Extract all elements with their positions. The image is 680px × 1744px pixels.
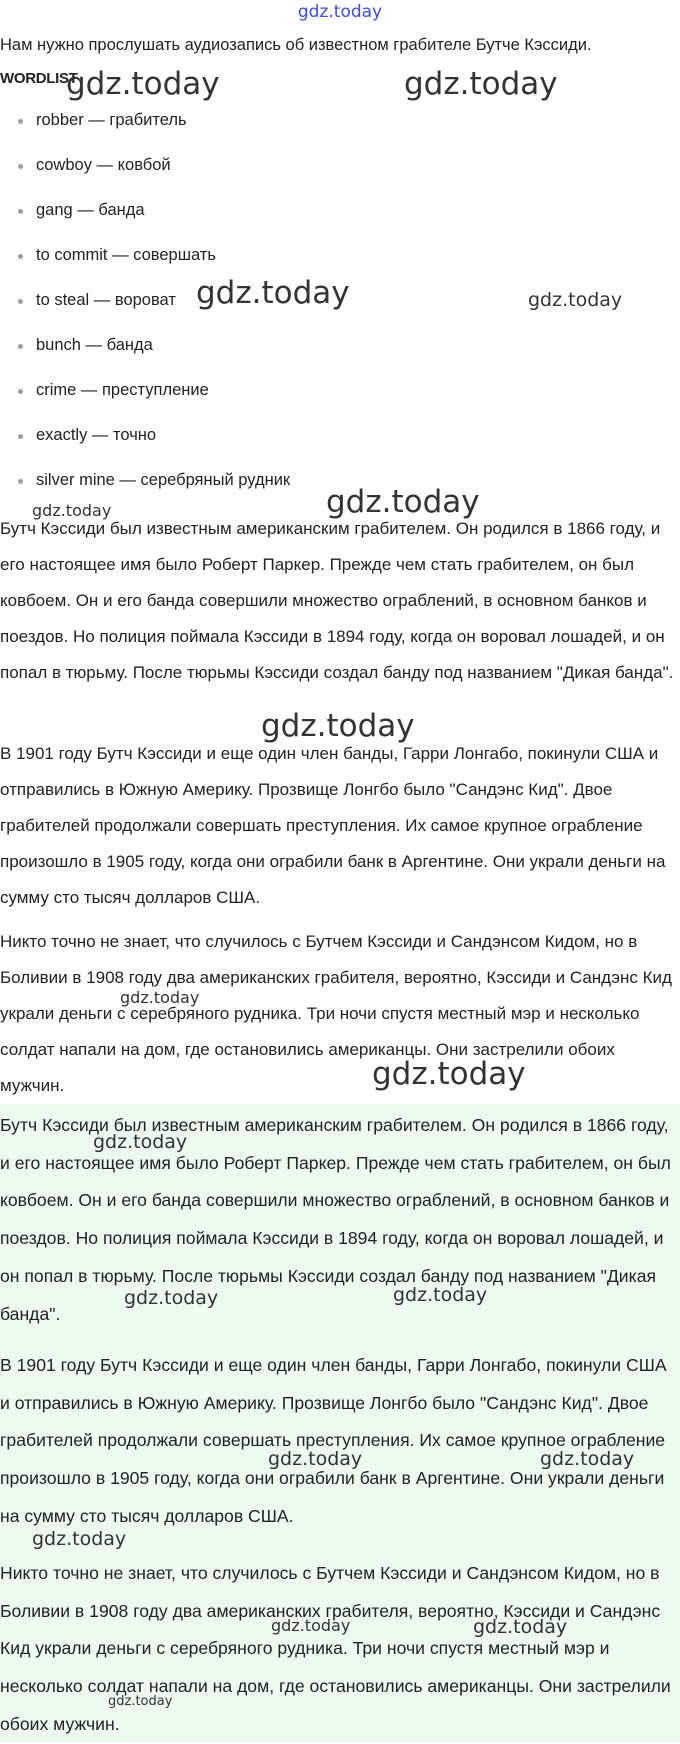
wordlist-item: gang — банда — [0, 199, 680, 244]
transcript-paragraph-3: Никто точно не знает, что случилось с Бутчем Кэссиди и Сандэнсом Кидом, но в Боливии в 1908 году два американских грабителя, вероятно, Кэссиди и Сандэнс Кид украли деньги с серебряного рудника. Три ночи спустя местный мэр и несколько солдат напали на дом, где остановились американцы. Они застрелили обоих мужчин. — [0, 932, 672, 1095]
intro-text: Нам нужно прослушать аудиозапись об известном грабителе Бутче Кэссиди. — [0, 36, 592, 54]
wordlist-item: bunch — банда — [0, 334, 680, 379]
watermark: gdz.today — [268, 1448, 363, 1470]
answer-paragraph-2: В 1901 году Бутч Кэссиди и еще один член банды, Гарри Лонгабо, покинули США и отправились в Южную Америку. Прозвище Лонгбо было "Сандэнс Кид". Двое грабителей продолжали совершать преступления. Их самое крупное ограбление произошло в 1905 году, когда они ограбили банк в Аргентине. Они украли деньги на сумму сто тысяч долларов США. — [0, 1355, 667, 1526]
wordlist-heading: WORDLIST — [0, 70, 78, 87]
wordlist-item: exactly — точно — [0, 424, 680, 469]
wordlist-item: to commit — совершать — [0, 244, 680, 289]
watermark: gdz.today — [540, 1448, 635, 1470]
watermark: gdz.today — [393, 1284, 488, 1306]
wordlist-item: to steal — вороват — [0, 289, 680, 334]
watermark: gdz.today — [326, 484, 480, 520]
watermark: gdz.today — [473, 1616, 568, 1638]
site-watermark: gdz.today — [297, 2, 383, 22]
wordlist-item: crime — преступление — [0, 379, 680, 424]
answer-paragraph-1: Бутч Кэссиди был известным американским грабителем. Он родился в 1866 году, и его настоящее имя было Роберт Паркер. Прежде чем стать грабителем, он был ковбоем. Он и его банда совершили множество ограблений, в основном банков и поездов. Но полиция поймала Кэссиди в 1894 году, когда он воровал лошадей, и он попал в тюрьму. После тюрьмы Кэссиди создал банду под названием "Дикая банда". — [0, 1115, 671, 1324]
watermark: gdz.today — [271, 1616, 351, 1635]
wordlist — [0, 109, 680, 514]
transcript-paragraph-2: В 1901 году Бутч Кэссиди и еще один член банды, Гарри Лонгабо, покинули США и отправились в Южную Америку. Прозвище Лонгбо было "Сандэнс Кид". Двое грабителей продолжали совершать преступления. Их самое крупное ограбление произошло в 1905 году, когда они ограбили банк в Аргентине. Они украли деньги на сумму сто тысяч долларов США. — [0, 744, 666, 907]
transcript-paragraph-1: Бутч Кэссиди был известным американским грабителем. Он родился в 1866 году, и его настоящее имя было Роберт Паркер. Прежде чем стать грабителем, он был ковбоем. Он и его банда совершили множество ограблений, в основном банков и поездов. Но полиция поймала Кэссиди в 1894 году, когда он воровал лошадей, и он попал в тюрьму. После тюрьмы Кэссиди создал банду под названием "Дикая банда". — [0, 519, 674, 682]
watermark: gdz.today — [108, 1694, 173, 1709]
watermark: gdz.today — [32, 1528, 127, 1550]
watermark: gdz.today — [66, 66, 220, 102]
watermark: gdz.today — [32, 501, 112, 520]
watermark: gdz.today — [372, 1056, 526, 1092]
answer-block — [0, 1104, 680, 1742]
wordlist-item: silver mine — серебряный рудник — [0, 469, 680, 514]
watermark: gdz.today — [261, 708, 415, 744]
watermark: gdz.today — [93, 1131, 188, 1153]
watermark: gdz.today — [528, 289, 623, 311]
wordlist-item: cowboy — ковбой — [0, 154, 680, 199]
watermark: gdz.today — [196, 275, 350, 311]
wordlist-item: robber — грабитель — [0, 109, 680, 154]
answer-paragraph-3: Никто точно не знает, что случилось с Бутчем Кэссиди и Сандэнсом Кидом, но в Боливии в 1908 году два американских грабителя, вероятно, Кэссиди и Сандэнс Кид украли деньги с серебряного рудника. Три ночи спустя местный мэр и несколько солдат напали на дом, где остановились американцы. Они застрелили обоих мужчин. — [0, 1563, 671, 1734]
watermark: gdz.today — [404, 66, 558, 102]
watermark: gdz.today — [124, 1287, 219, 1309]
watermark: gdz.today — [120, 988, 200, 1007]
